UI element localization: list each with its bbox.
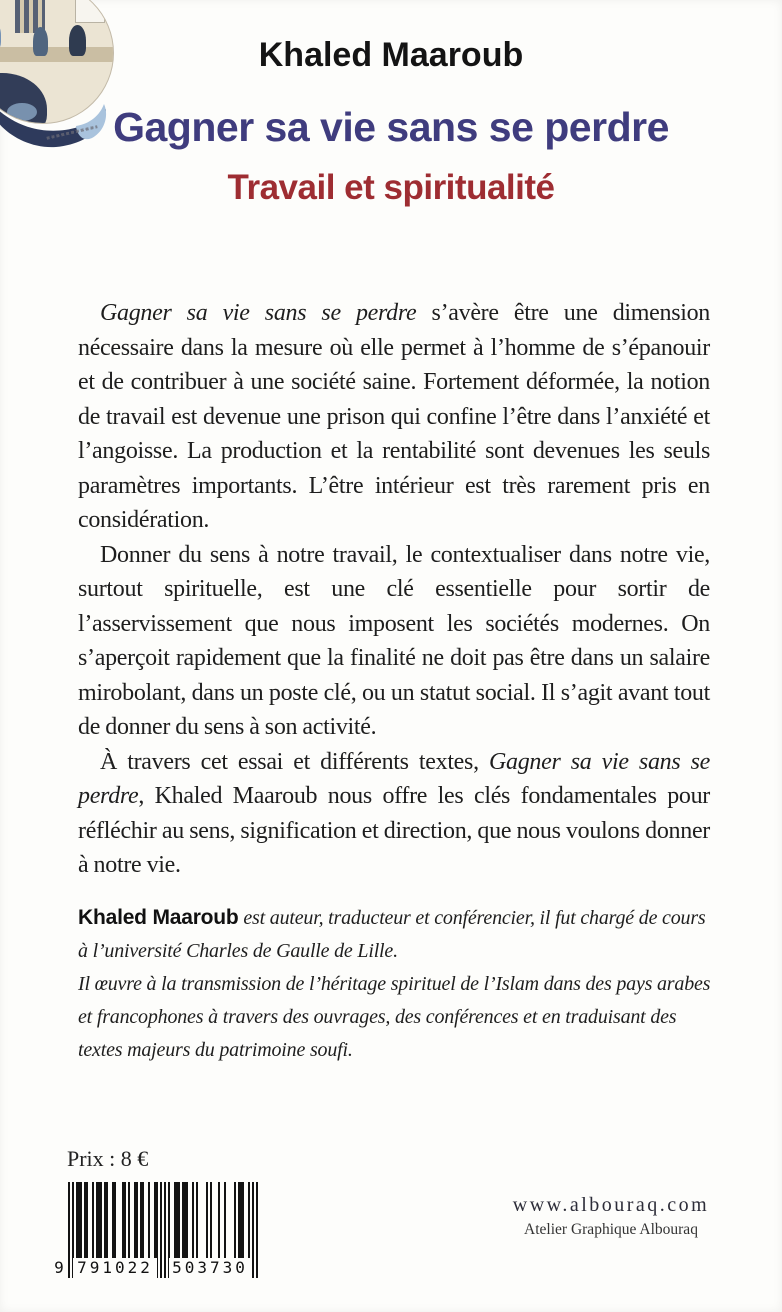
author-bio	[78, 901, 712, 1067]
synopsis-title-mention: Gagner sa vie sans se perdre	[100, 300, 417, 326]
synopsis-paragraph-3	[78, 745, 710, 883]
publisher-imprint: Atelier Graphique Albouraq	[524, 1221, 698, 1238]
book-subtitle: Travail et spiritualité	[227, 168, 555, 207]
book-title: Gagner sa vie sans se perdre	[113, 104, 669, 150]
synopsis-text: s’avère être une dimension nécessaire dans la mesure où elle permet à l’homme de s’épanouir et de contribuer à une société saine. Fortement déformée, la notion de travail est devenue une prison qui confine l’être dans l’anxiété et l’angoisse. La production et la rentabilité sont devenues les seuls paramètres importants. L’être intérieur est très rarement pris en considération.	[78, 300, 710, 533]
synopsis-paragraph-2	[78, 538, 710, 745]
synopsis-text: , Khaled Maaroub nous offre les clés fondamentales pour réfléchir au sens, signification et direction, que nous voulons donner à notre vie.	[78, 783, 710, 878]
synopsis	[78, 296, 710, 883]
synopsis-title-mention: Gagner sa vie sans se perdre	[78, 748, 710, 809]
illustration-shape	[75, 0, 105, 23]
bio-text: est auteur, traducteur et conférencier, il fut chargé de cours à l’université Charles de Gaulle de Lille.	[78, 907, 706, 962]
synopsis-text: Donner du sens à notre travail, le contextualiser dans notre vie, surtout spirituelle, est une clé essentielle pour sortir de l’asservissement que nous imposent les sociétés modernes. On s’aperçoit rapidement que la finalité ne doit pas être dans un salaire mirobolant, dans un poste clé, ou un statut social. Il s’agit avant tout de donner du sens à son activité.	[78, 541, 710, 740]
bio-text: Il œuvre à la transmission de l’héritage spirituel de l’Islam dans des pays arabes et francophones à travers des ouvrages, des conférences et en traduisant des textes majeurs du patrimoine soufi.	[78, 973, 711, 1061]
ean-barcode	[54, 1182, 260, 1278]
synopsis-text: À travers cet essai et différents textes,	[100, 748, 489, 775]
barcode-digits-right: 503730	[169, 1258, 251, 1278]
price-label: Prix : 8 €	[67, 1146, 149, 1171]
barcode-digit-first: 9	[54, 1258, 64, 1277]
publisher-info	[460, 1194, 762, 1239]
bio-paragraph-1	[78, 901, 712, 968]
barcode-digits-left: 791022	[73, 1258, 157, 1278]
synopsis-paragraph-1	[78, 296, 710, 538]
bio-paragraph-2	[78, 968, 712, 1067]
publisher-website: www.albouraq.com	[512, 1194, 710, 1216]
author-name: Khaled Maaroub	[258, 36, 524, 74]
bio-author-name: Khaled Maaroub	[78, 906, 239, 929]
